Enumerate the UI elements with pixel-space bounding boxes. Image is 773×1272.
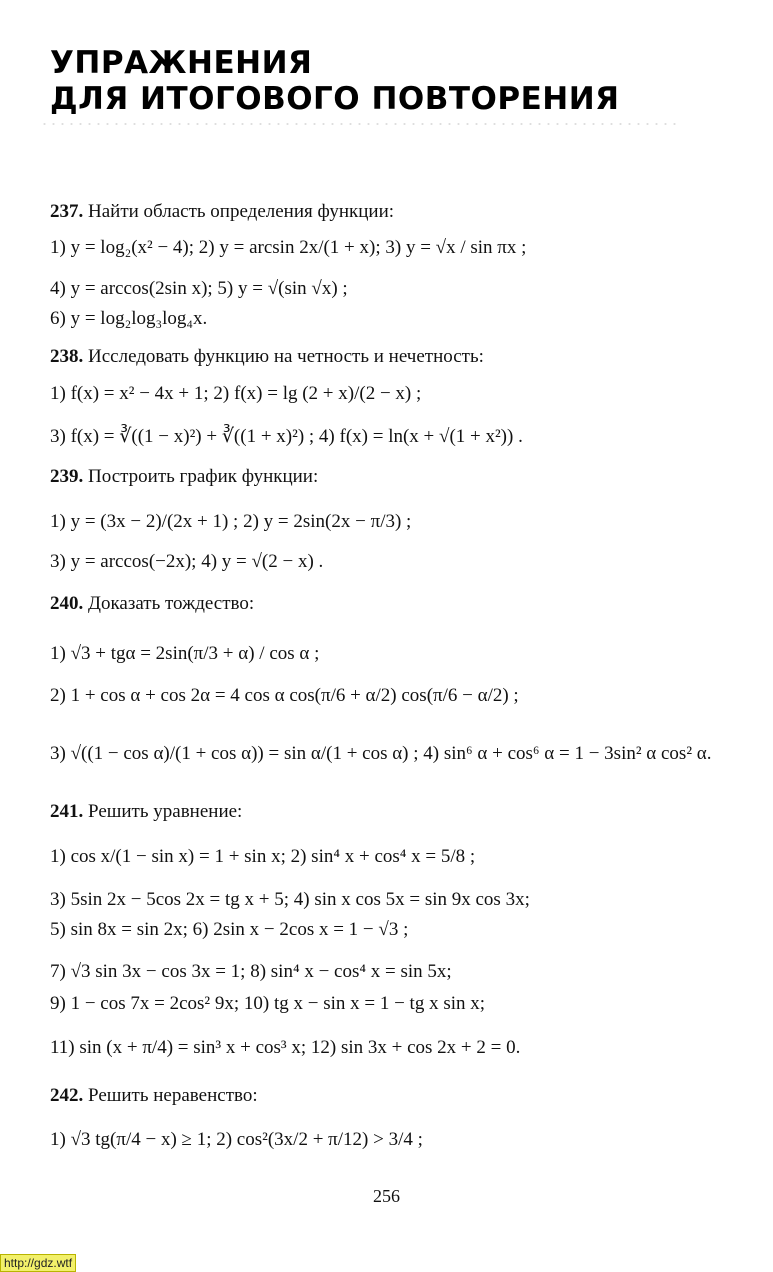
exercise-task: Решить неравенство: [88,1085,258,1106]
exercise-number: 239. [50,466,84,487]
exercise-238-heading [50,345,484,369]
exercise-task: Найти область определения функции: [88,201,395,222]
exercise-241-heading [50,800,242,824]
page-number: 256 [373,1186,400,1206]
exercise-line: 3) y = arccos(−2x); 4) y = √(2 − x) . [50,551,324,572]
exercise-line: 6) y = log₂log₃log₄x. [50,308,208,329]
exercise-line: 1) f(x) = x² − 4x + 1; 2) f(x) = lg (2 + x)/(2 − x) ; [50,383,422,404]
source-watermark: http://gdz.wtf [0,1254,76,1272]
exercise-line: 11) sin (x + π/4) = sin³ x + cos³ x; 12) sin 3x + cos 2x + 2 = 0. [50,1037,521,1058]
exercise-number: 241. [50,801,84,822]
exercise-237-heading [50,200,394,224]
exercise-line: 3) 5sin 2x − 5cos 2x = tg x + 5; 4) sin x cos 5x = sin 9x cos 3x; [50,889,530,910]
exercise-line: 5) sin 8x = sin 2x; 6) 2sin x − 2cos x = 1 − √3 ; [50,919,409,940]
exercise-242-heading [50,1084,258,1108]
exercise-number: 242. [50,1085,84,1106]
chapter-title-line-1: УПРАЖНЕНИЯ [50,45,313,81]
exercise-line: 1) √3 + tgα = 2sin(π/3 + α) / cos α ; [50,643,320,664]
exercise-line: 1) cos x/(1 − sin x) = 1 + sin x; 2) sin⁴ x + cos⁴ x = 5/8 ; [50,846,476,867]
exercise-239-heading [50,465,318,489]
exercise-task: Исследовать функцию на четность и нечетность: [88,346,484,367]
exercise-line: 7) √3 sin 3x − cos 3x = 1; 8) sin⁴ x − cos⁴ x = sin 5x; [50,961,452,982]
exercise-line: 4) y = arccos(2sin x); 5) y = √(sin √x) ; [50,278,348,299]
exercise-240-heading [50,592,254,616]
exercise-line: 1) y = (3x − 2)/(2x + 1) ; 2) y = 2sin(2x − π/3) ; [50,511,412,532]
exercise-line: 1) y = log₂(x² − 4); 2) y = arcsin 2x/(1 + x); 3) y = √x / sin πx ; [50,237,527,258]
exercise-line: 2) 1 + cos α + cos 2α = 4 cos α cos(π/6 + α/2) cos(π/6 − α/2) ; [50,685,519,706]
exercise-task: Решить уравнение: [88,801,243,822]
exercise-line: 3) √((1 − cos α)/(1 + cos α)) = sin α/(1 + cos α) ; 4) sin⁶ α + cos⁶ α = 1 − 3sin² α cos² α. [50,743,712,764]
exercise-number: 238. [50,346,84,367]
exercise-number: 240. [50,593,84,614]
exercise-line: 9) 1 − cos 7x = 2cos² 9x; 10) tg x − sin x = 1 − tg x sin x; [50,993,486,1014]
scan-noise [40,121,680,127]
exercise-task: Доказать тождество: [88,593,255,614]
exercise-number: 237. [50,201,84,222]
exercise-task: Построить график функции: [88,466,319,487]
chapter-title-line-2: ДЛЯ ИТОГОВОГО ПОВТОРЕНИЯ [50,81,620,117]
exercise-line: 1) √3 tg(π/4 − x) ≥ 1; 2) cos²(3x/2 + π/12) > 3/4 ; [50,1129,423,1150]
exercise-line: 3) f(x) = ∛((1 − x)²) + ∛((1 + x)²) ; 4) f(x) = ln(x + √(1 + x²)) . [50,426,523,447]
